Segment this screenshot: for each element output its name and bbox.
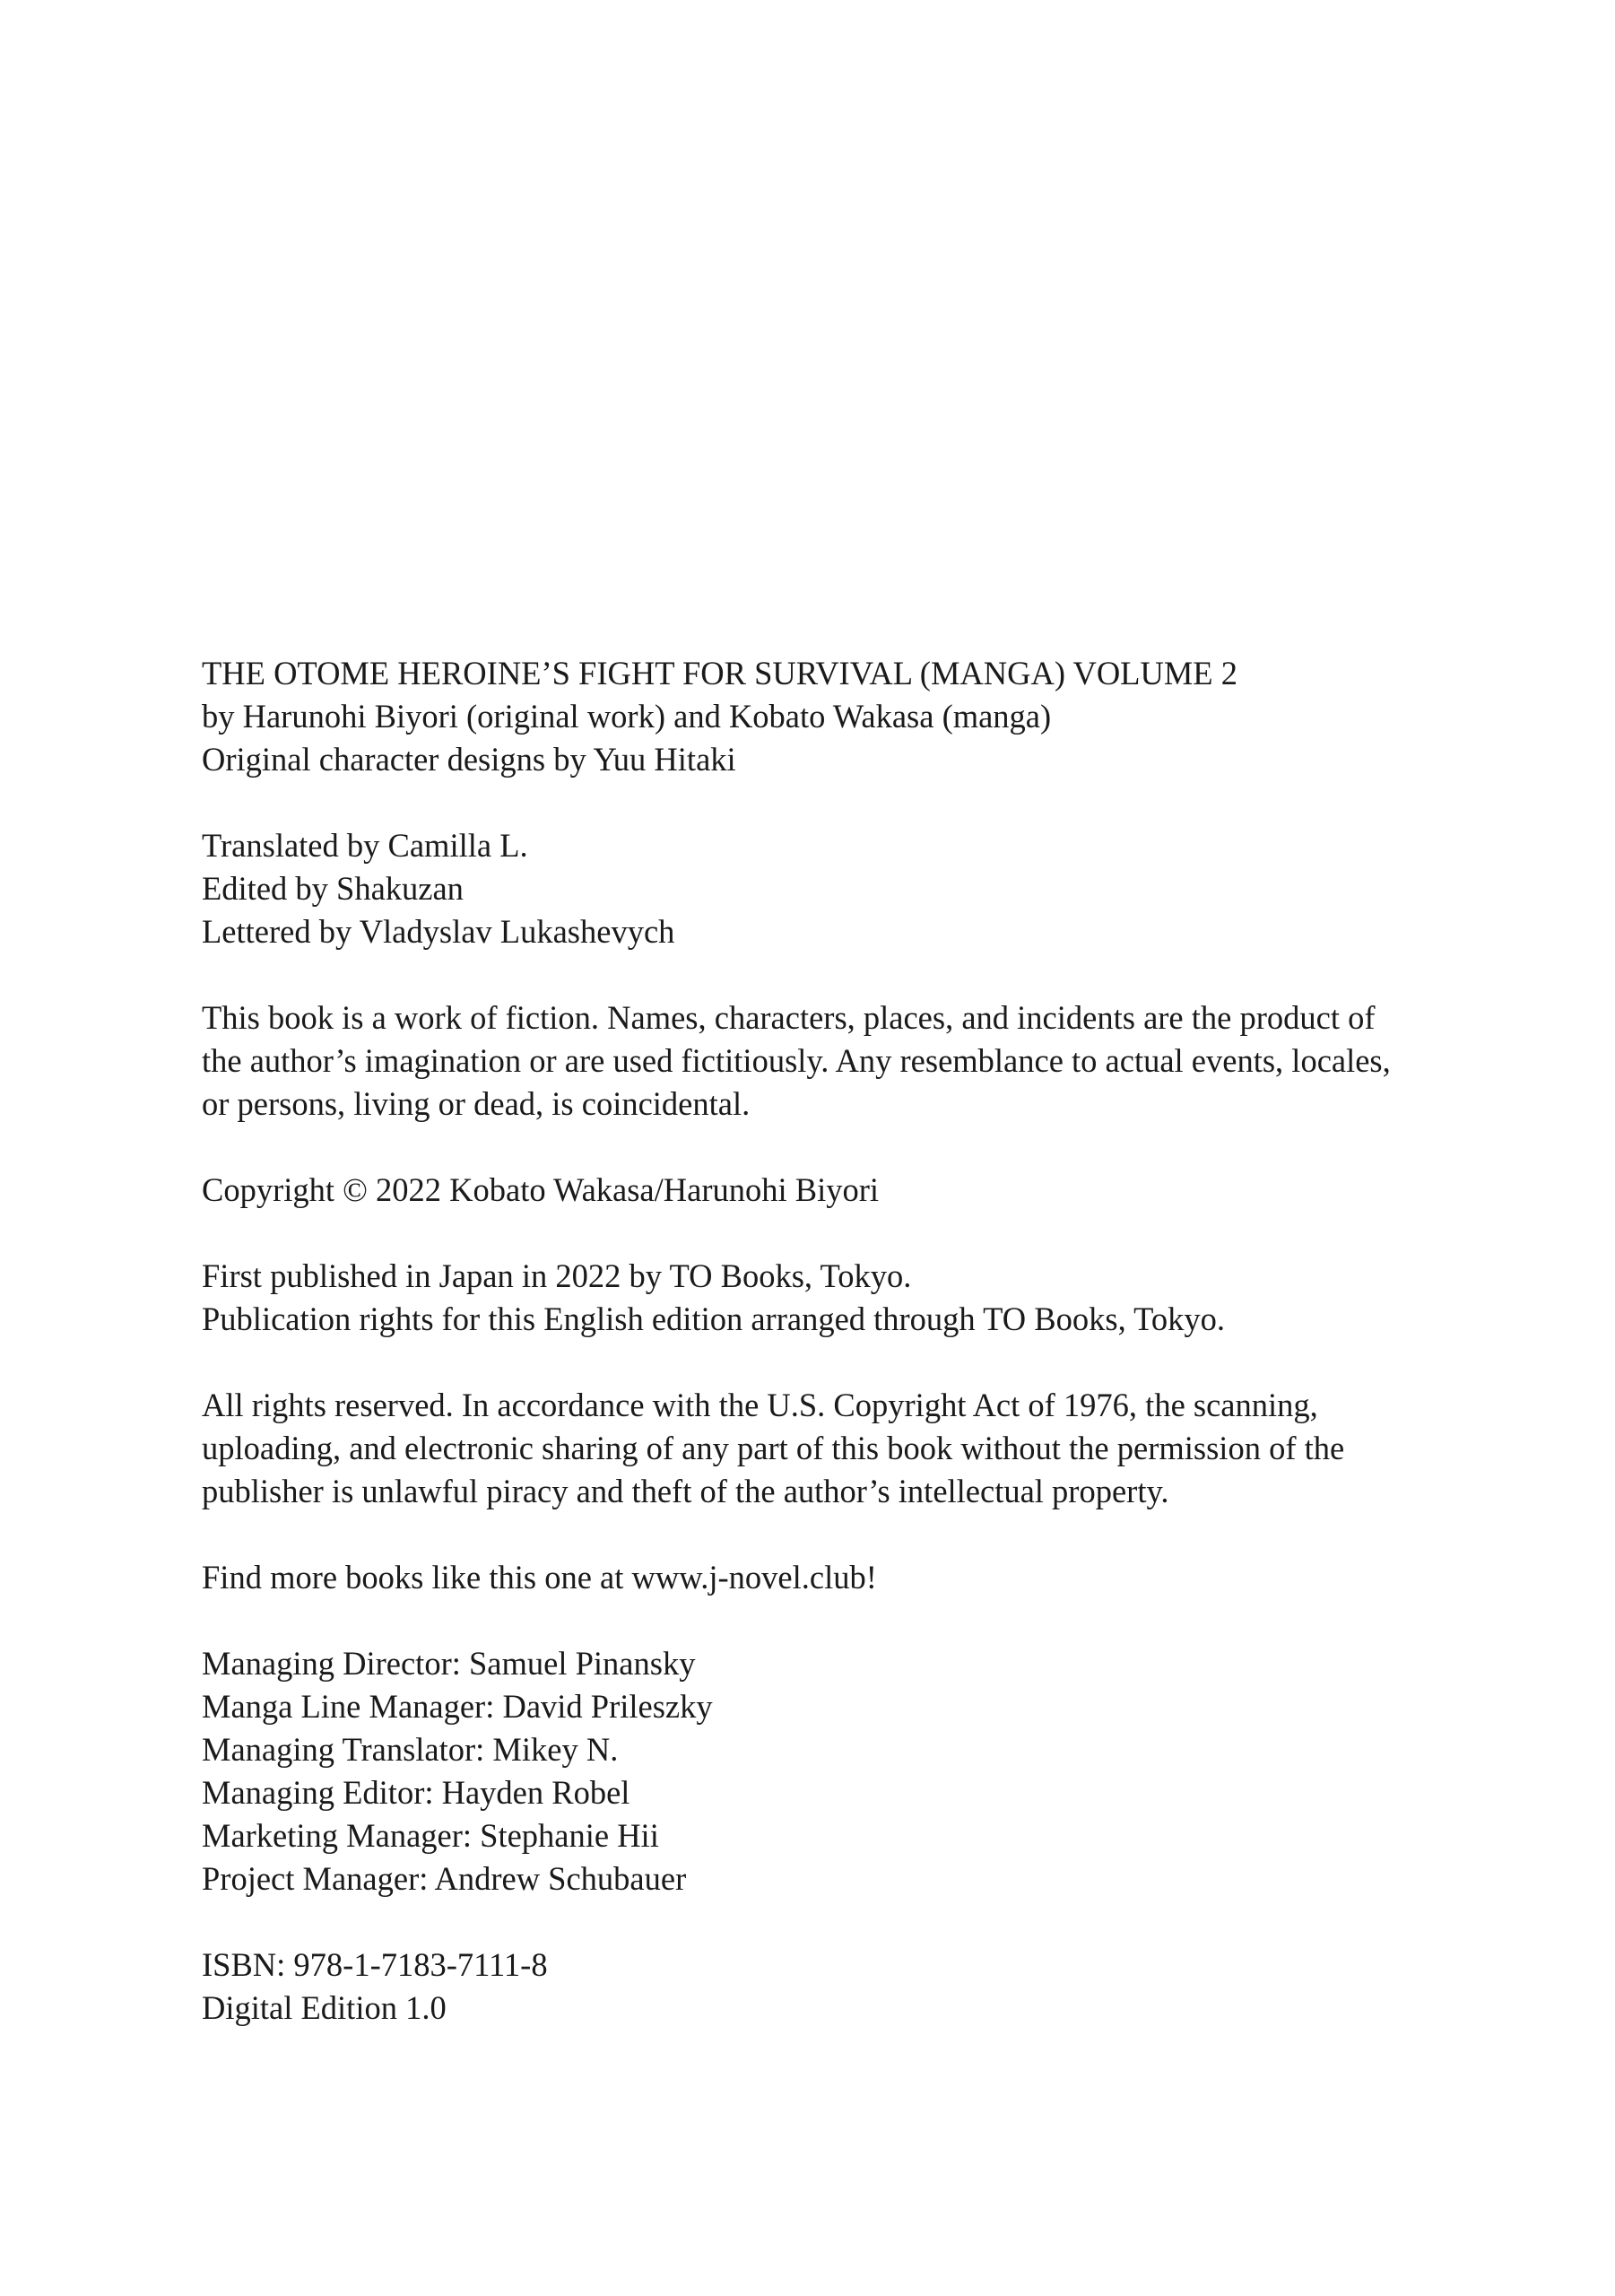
manga-line-manager-line: Manga Line Manager: David Prileszky [202,1688,713,1725]
copyright-section [202,1169,1529,1212]
staff-section [202,824,1529,953]
first-published-line: First published in Japan in 2022 by TO Books, Tokyo. [202,1257,912,1294]
disclaimer-line: the author’s imagination or are used fictitiously. Any resemblance to actual events, locales, [202,1042,1391,1079]
management-section [202,1642,1529,1900]
project-manager-line: Project Manager: Andrew Schubauer [202,1860,687,1897]
book-title-line: THE OTOME HEROINE’S FIGHT FOR SURVIVAL (MANGA) VOLUME 2 [202,655,1237,691]
translator-line: Translated by Camilla L. [202,827,528,864]
rights-section [202,1384,1529,1513]
edition-section [202,1944,1529,2030]
editor-line: Edited by Shakuzan [202,870,464,907]
managing-director-line: Managing Director: Samuel Pinansky [202,1645,696,1682]
managing-translator-line: Managing Translator: Mikey N. [202,1731,619,1768]
authors-line: by Harunohi Biyori (original work) and Kobato Wakasa (manga) [202,698,1052,735]
rights-line: publisher is unlawful piracy and theft of the author’s intellectual property. [202,1473,1169,1509]
marketing-manager-line: Marketing Manager: Stephanie Hii [202,1817,659,1854]
digital-edition-line: Digital Edition 1.0 [202,1989,447,2026]
publication-rights-line: Publication rights for this English edition arranged through TO Books, Tokyo. [202,1300,1226,1337]
disclaimer-line: This book is a work of fiction. Names, characters, places, and incidents are the product of [202,999,1376,1036]
website-promo-line: Find more books like this one at www.j-novel.club! [202,1559,877,1596]
rights-line: uploading, and electronic sharing of any part of this book without the permission of the [202,1430,1345,1466]
letterer-line: Lettered by Vladyslav Lukashevych [202,913,675,950]
copyright-line: Copyright © 2022 Kobato Wakasa/Harunohi Biyori [202,1171,880,1208]
managing-editor-line: Managing Editor: Hayden Robel [202,1774,630,1811]
disclaimer-line: or persons, living or dead, is coincidental. [202,1085,751,1122]
character-designs-line: Original character designs by Yuu Hitaki [202,741,736,778]
promo-section [202,1556,1529,1599]
copyright-text-block [202,652,1529,2073]
publication-section [202,1255,1529,1341]
rights-line: All rights reserved. In accordance with the U.S. Copyright Act of 1976, the scanning, [202,1387,1318,1423]
fiction-disclaimer [202,996,1529,1126]
credits-section [202,652,1529,781]
isbn-line: ISBN: 978-1-7183-7111-8 [202,1946,548,1983]
